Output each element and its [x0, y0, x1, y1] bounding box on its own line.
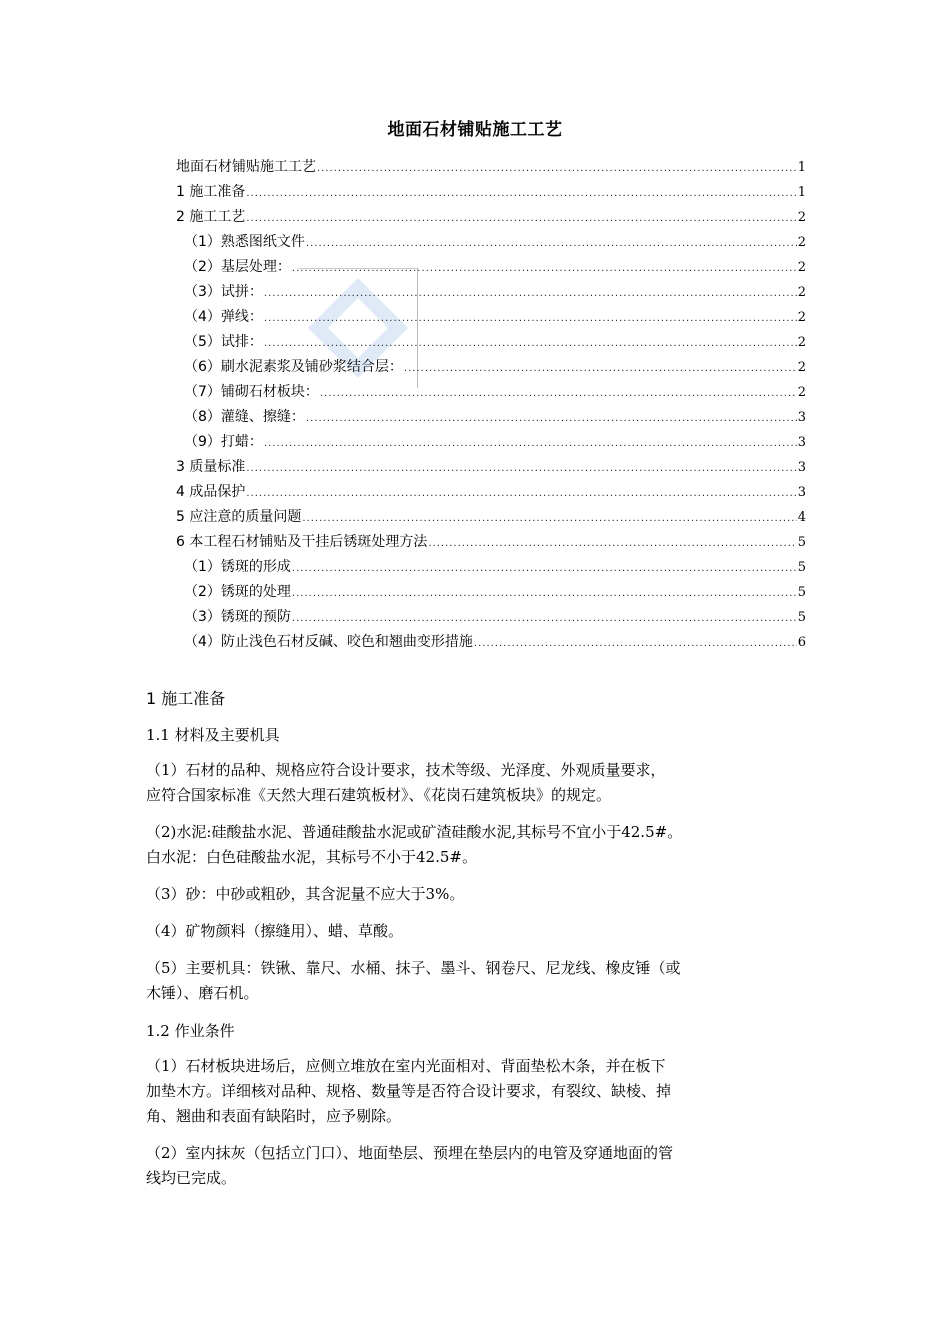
toc-item[interactable]: [176, 405, 806, 430]
toc-item-page: 2: [797, 285, 806, 300]
toc-leader-dots: [246, 181, 796, 206]
toc-leader-dots: [292, 556, 797, 581]
paragraph-line: 白水泥：白色硅酸盐水泥，其标号不小于42.5#。: [146, 848, 477, 866]
paragraph-line: 线均已完成。: [146, 1169, 237, 1187]
toc-leader-dots: [292, 606, 797, 631]
toc-leader-dots: [306, 406, 797, 431]
subsection-heading: 1.1 材料及主要机具: [146, 726, 280, 744]
toc-item-page: 3: [797, 485, 806, 500]
paragraph-line: （3）砂：中砂或粗砂，其含泥量不应大于3%。: [146, 885, 465, 903]
paragraph-line: （5）主要机具：铁锹、靠尺、水桶、抹子、墨斗、钢卷尺、尼龙线、橡皮锤（或: [146, 959, 681, 977]
toc-item-page: 2: [797, 310, 806, 325]
toc-leader-dots: [264, 431, 797, 456]
toc-item-page: 2: [797, 260, 806, 275]
subsection-heading: 1.2 作业条件: [146, 1022, 235, 1040]
toc-item-page: 3: [797, 410, 806, 425]
toc-item-page: 2: [797, 360, 806, 375]
toc-item[interactable]: [176, 255, 806, 280]
toc-item-label: 4 成品保护: [176, 484, 246, 500]
toc-leader-dots: [292, 581, 797, 606]
toc-leader-dots: [404, 356, 797, 381]
toc-item-page: 2: [797, 210, 806, 225]
toc-item-label: （3）锈斑的预防: [184, 609, 291, 625]
toc-item[interactable]: [176, 555, 806, 580]
toc-item-label: （2）基层处理：: [184, 259, 291, 275]
paragraph-line: （1）石材的品种、规格应符合设计要求，技术等级、光泽度、外观质量要求，: [146, 761, 666, 779]
paragraph-line: 角、翘曲和表面有缺陷时，应予剔除。: [146, 1107, 402, 1125]
toc-item-label: （8）灌缝、擦缝：: [184, 409, 305, 425]
toc-item-page: 5: [797, 560, 806, 575]
toc-leader-dots: [320, 381, 797, 406]
paragraph: [146, 882, 808, 907]
toc-item-label: （3）试拼：: [184, 284, 263, 300]
toc-item-label: （7）铺砌石材板块：: [184, 384, 319, 400]
paragraph-line: 加垫木方。详细核对品种、规格、数量等是否符合设计要求，有裂纹、缺棱、掉: [146, 1082, 672, 1100]
toc-item-page: 6: [797, 635, 806, 650]
toc-item-label: 地面石材铺贴施工工艺: [176, 159, 316, 175]
toc-item[interactable]: [176, 355, 806, 380]
toc-item[interactable]: [176, 305, 806, 330]
paragraph: [146, 1141, 808, 1191]
toc-item-label: 3 质量标准: [176, 459, 246, 475]
toc-item-page: 3: [797, 435, 806, 450]
toc-item[interactable]: [176, 480, 806, 505]
toc-item[interactable]: [176, 455, 806, 480]
toc-leader-dots: [246, 481, 796, 506]
toc-leader-dots: [317, 156, 797, 181]
paragraph-line: 木锤）、磨石机。: [146, 984, 259, 1002]
toc-leader-dots: [292, 256, 797, 281]
toc-item-page: 2: [797, 335, 806, 350]
toc-item[interactable]: [176, 155, 806, 180]
toc-item-label: （6）刷水泥素浆及铺砂浆结合层：: [184, 359, 403, 375]
toc-item[interactable]: [176, 505, 806, 530]
paragraph: [146, 1054, 808, 1129]
toc-item-page: 2: [797, 235, 806, 250]
toc-item-label: （4）弹线：: [184, 309, 263, 325]
toc-item[interactable]: [176, 380, 806, 405]
toc-leader-dots: [246, 206, 796, 231]
toc-item-label: （4）防止浅色石材反碱、咬色和翘曲变形措施: [184, 634, 473, 650]
paragraph: [146, 820, 808, 870]
toc-leader-dots: [302, 506, 796, 531]
toc-leader-dots: [264, 331, 797, 356]
toc-item-page: 1: [797, 160, 806, 175]
toc-leader-dots: [474, 631, 797, 656]
paragraph-line: （4）矿物颜料（擦缝用）、蜡、草酸。: [146, 922, 404, 940]
table-of-contents: [176, 155, 806, 655]
toc-item-page: 5: [797, 535, 806, 550]
toc-item-label: 1 施工准备: [176, 184, 246, 200]
document-body: [146, 684, 808, 1203]
toc-item[interactable]: [176, 605, 806, 630]
toc-item-page: 5: [797, 610, 806, 625]
section-heading: 1 施工准备: [146, 689, 226, 708]
toc-item-label: （1）熟悉图纸文件: [184, 234, 305, 250]
toc-item[interactable]: [176, 580, 806, 605]
toc-item-label: 5 应注意的质量问题: [176, 509, 302, 525]
toc-item-page: 5: [797, 585, 806, 600]
toc-item-page: 2: [797, 385, 806, 400]
toc-item-label: （5）试排：: [184, 334, 263, 350]
toc-item-page: 1: [797, 185, 806, 200]
toc-item-label: 6 本工程石材铺贴及干挂后锈斑处理方法: [176, 534, 428, 550]
toc-item[interactable]: [176, 205, 806, 230]
document-title: 地面石材铺贴施工工艺: [387, 120, 563, 140]
toc-item-page: 3: [797, 460, 806, 475]
paragraph-line: （2）室内抹灰（包括立门口）、地面垫层、预埋在垫层内的电管及穿通地面的管: [146, 1144, 674, 1162]
toc-item-label: 2 施工工艺: [176, 209, 246, 225]
paragraph: [146, 758, 808, 808]
toc-item-label: （2）锈斑的处理: [184, 584, 291, 600]
toc-leader-dots: [428, 531, 796, 556]
toc-item-label: （9）打蜡：: [184, 434, 263, 450]
toc-item-label: （1）锈斑的形成: [184, 559, 291, 575]
toc-leader-dots: [264, 306, 797, 331]
toc-item-page: 4: [797, 510, 806, 525]
toc-item[interactable]: [176, 530, 806, 555]
toc-leader-dots: [246, 456, 796, 481]
paragraph-line: （2)水泥:硅酸盐水泥、普通硅酸盐水泥或矿渣硅酸水泥,其标号不宜小于42.5#。: [146, 823, 683, 841]
toc-item[interactable]: [176, 330, 806, 355]
toc-item[interactable]: [176, 280, 806, 305]
toc-item[interactable]: [176, 430, 806, 455]
toc-item[interactable]: [176, 630, 806, 655]
paragraph: [146, 919, 808, 944]
toc-item[interactable]: [176, 180, 806, 205]
toc-leader-dots: [306, 231, 797, 256]
paragraph: [146, 956, 808, 1006]
toc-item[interactable]: [176, 230, 806, 255]
paragraph-line: （1）石材板块进场后，应侧立堆放在室内光面相对、背面垫松木条，并在板下: [146, 1057, 666, 1075]
paragraph-line: 应符合国家标准《天然大理石建筑板材》、《花岗石建筑板块》的规定。: [146, 786, 612, 804]
toc-leader-dots: [264, 281, 797, 306]
